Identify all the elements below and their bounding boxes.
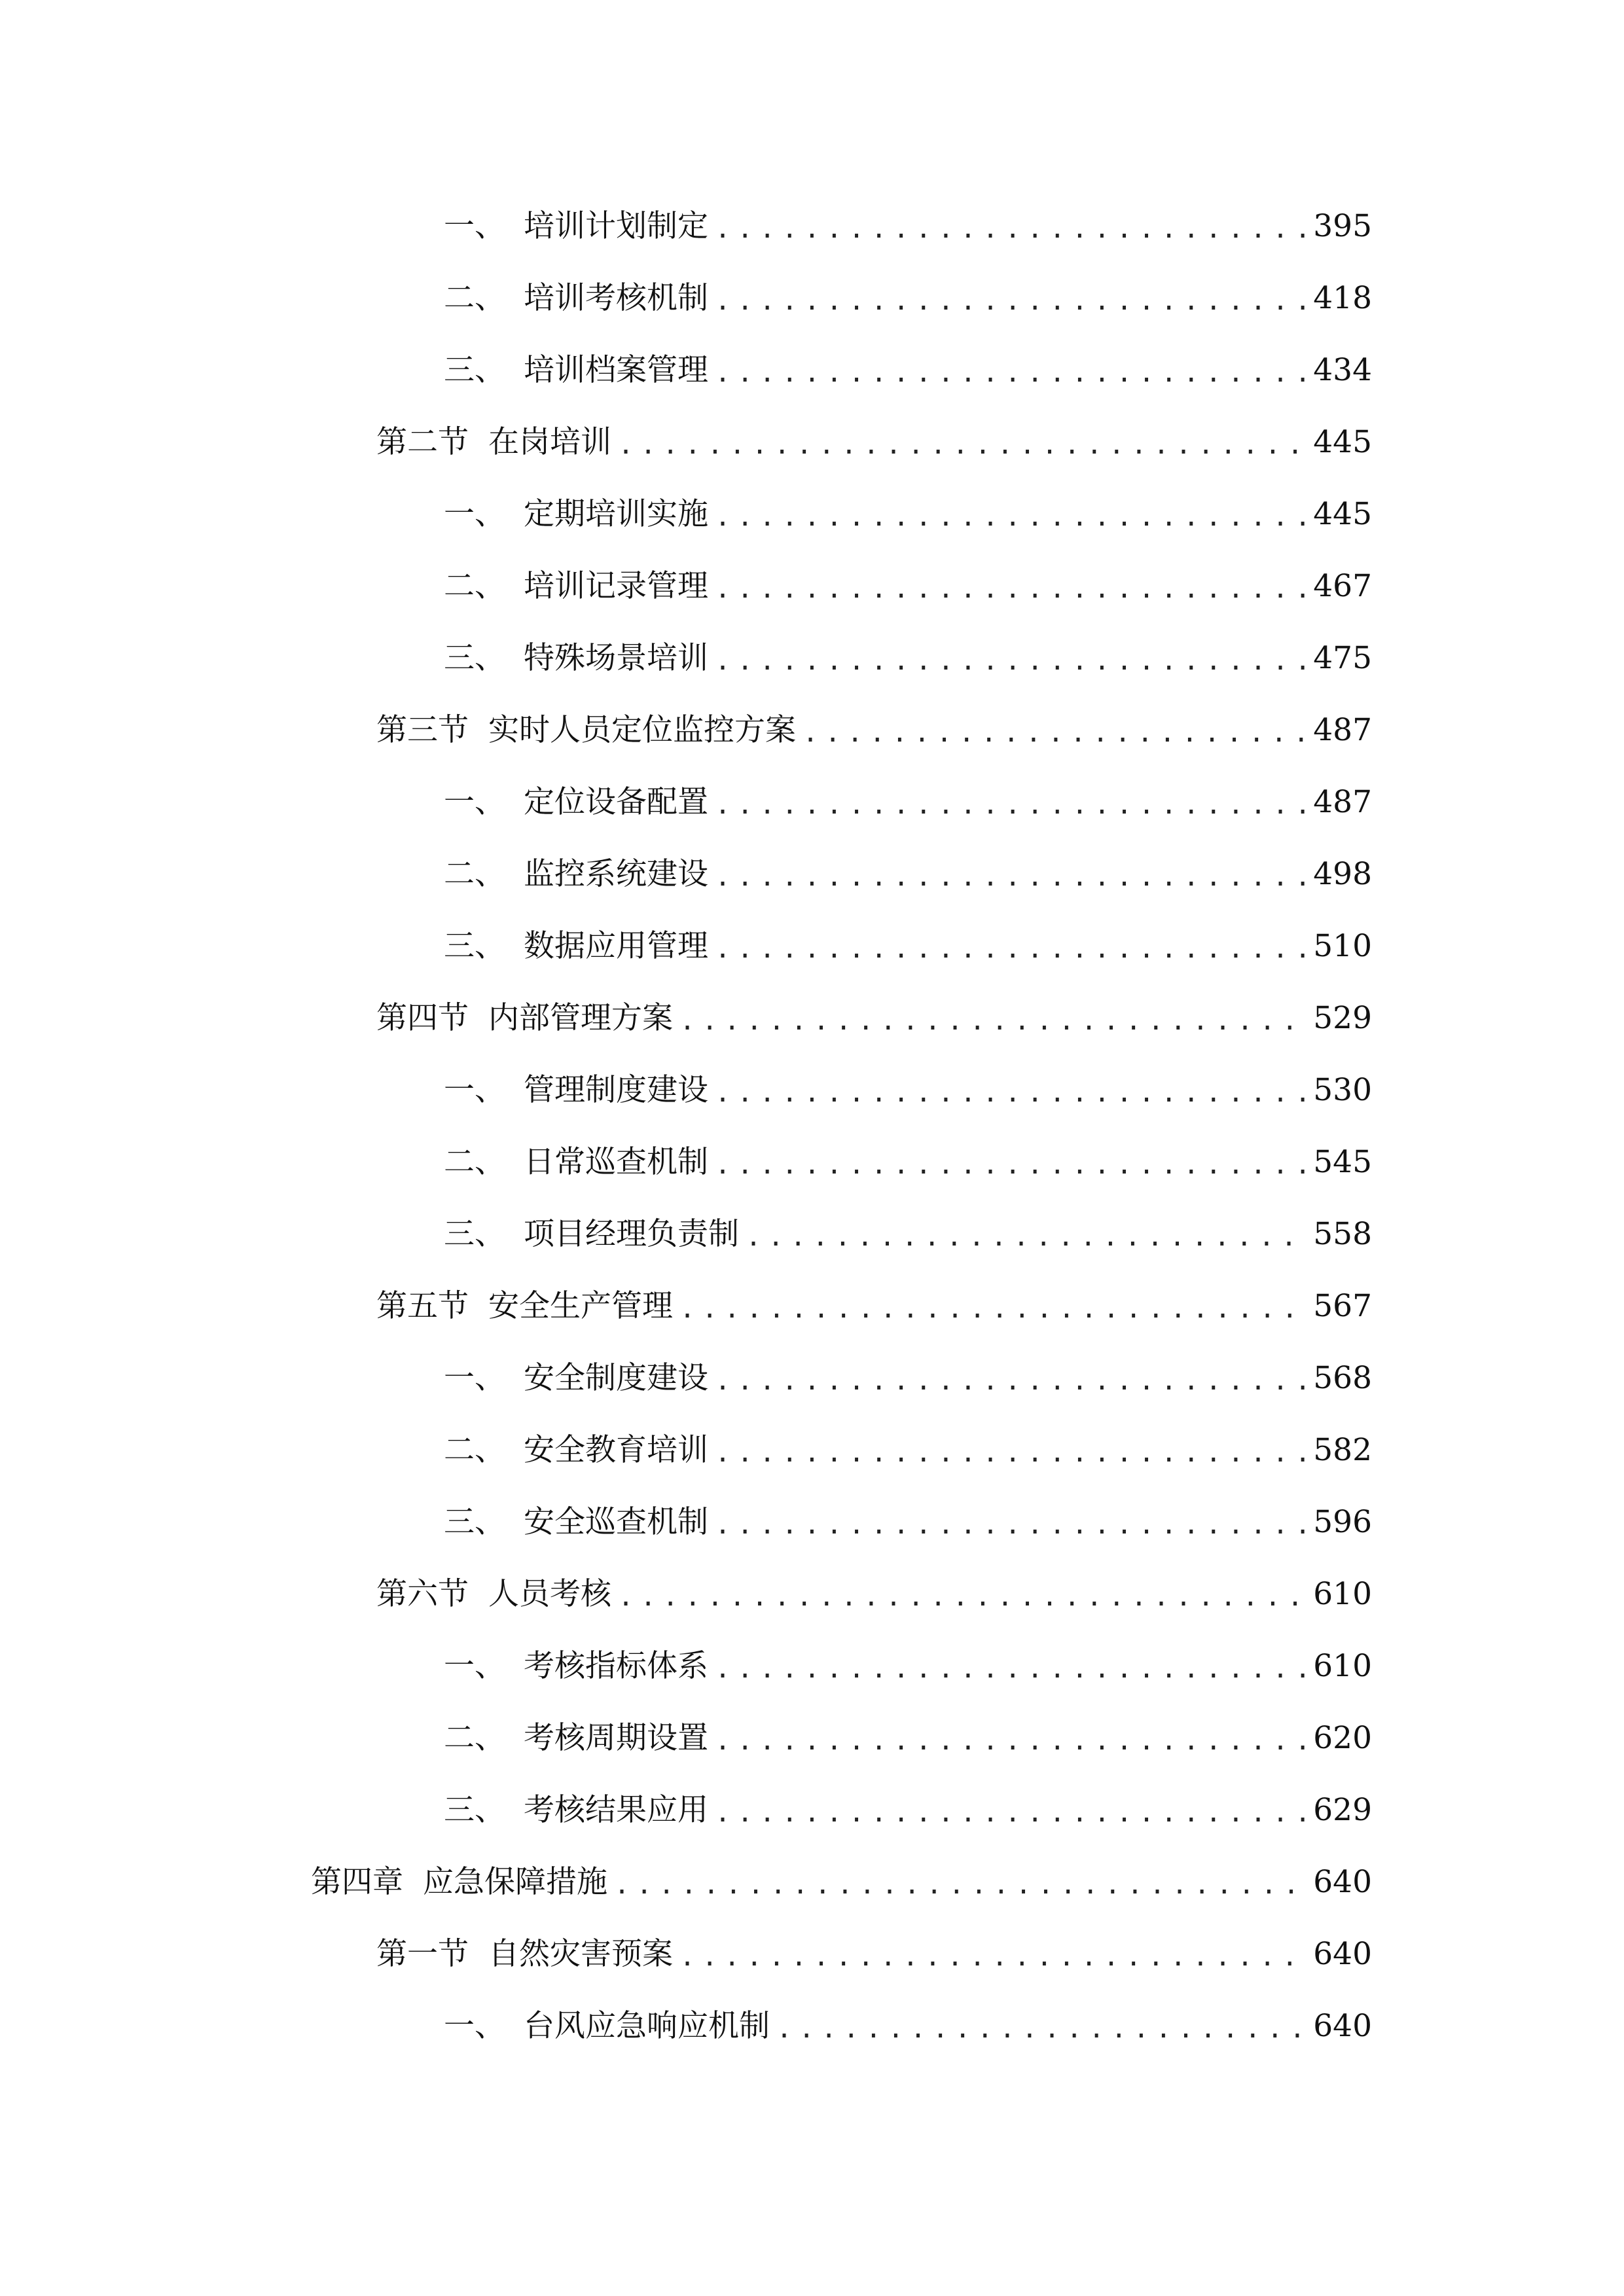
toc-dot-leader xyxy=(746,1211,1308,1263)
toc-entry-title: 管理制度建设 xyxy=(524,1072,708,1108)
toc-entry-title: 考核结果应用 xyxy=(524,1792,708,1828)
toc-entry[interactable] xyxy=(376,992,1372,1045)
toc-entry-title: 定期培训实施 xyxy=(524,496,708,532)
toc-entry-number: 一、 xyxy=(444,2008,505,2044)
toc-dot-leader xyxy=(715,1427,1308,1479)
toc-entry-title: 内部管理方案 xyxy=(488,1000,673,1036)
toc-entry-page: 582 xyxy=(1313,1432,1372,1468)
toc-dot-leader xyxy=(715,851,1308,903)
toc-entry-number: 三、 xyxy=(444,1504,505,1540)
toc-entry-title: 项目经理负责制 xyxy=(524,1216,739,1252)
toc-entry-title: 监控系统建设 xyxy=(524,856,708,892)
toc-entry-page: 558 xyxy=(1313,1216,1372,1252)
toc-dot-leader xyxy=(715,923,1308,975)
toc-entry-number: 三、 xyxy=(444,1216,505,1252)
toc-entry-title: 安全巡查机制 xyxy=(524,1504,708,1540)
toc-entry-number: 第一节 xyxy=(376,1936,469,1972)
toc-entry-number: 三、 xyxy=(444,352,505,388)
toc-entry[interactable] xyxy=(444,1136,1372,1189)
toc-entry[interactable] xyxy=(444,1424,1372,1477)
toc-entry[interactable] xyxy=(376,1928,1372,1981)
toc-entry-page: 545 xyxy=(1313,1144,1372,1180)
toc-entry-page: 395 xyxy=(1313,208,1372,244)
toc-entry-page: 610 xyxy=(1313,1576,1372,1612)
toc-entry-page: 475 xyxy=(1313,640,1372,676)
toc-entry-title: 培训计划制定 xyxy=(524,208,708,244)
toc-dot-leader xyxy=(715,275,1308,327)
toc-entry-page: 640 xyxy=(1313,1936,1372,1972)
toc-entry-number: 一、 xyxy=(444,208,505,244)
toc-entry[interactable] xyxy=(444,776,1372,829)
toc-entry-page: 596 xyxy=(1313,1504,1372,1540)
toc-entry[interactable] xyxy=(444,1640,1372,1693)
toc-entry-title: 安全制度建设 xyxy=(524,1360,708,1396)
toc-entry[interactable] xyxy=(311,1856,1372,1909)
toc-entry-page: 445 xyxy=(1313,496,1372,532)
toc-entry-page: 567 xyxy=(1313,1288,1372,1324)
toc-entry-page: 529 xyxy=(1313,1000,1372,1036)
toc-entry-number: 一、 xyxy=(444,1648,505,1684)
toc-entry[interactable] xyxy=(444,1064,1372,1117)
toc-dot-leader xyxy=(715,1355,1308,1407)
toc-dot-leader xyxy=(618,1571,1308,1623)
toc-entry-number: 第四章 xyxy=(311,1864,403,1900)
toc-entry[interactable] xyxy=(376,704,1372,757)
toc-entry-page: 620 xyxy=(1313,1720,1372,1756)
toc-dot-leader xyxy=(715,203,1308,255)
toc-dot-leader xyxy=(715,563,1308,615)
toc-entry-title: 培训档案管理 xyxy=(524,352,708,388)
toc-entry-title: 在岗培训 xyxy=(488,424,611,460)
toc-dot-leader xyxy=(715,779,1308,831)
toc-dot-leader xyxy=(715,491,1308,543)
toc-dot-leader xyxy=(679,1931,1308,1983)
toc-entry-number: 二、 xyxy=(444,1432,505,1468)
toc-dot-leader xyxy=(715,347,1308,399)
toc-entry-number: 三、 xyxy=(444,1792,505,1828)
toc-entry-number: 三、 xyxy=(444,640,505,676)
toc-entry-number: 一、 xyxy=(444,1360,505,1396)
toc-entry[interactable] xyxy=(376,416,1372,469)
toc-entry-page: 568 xyxy=(1313,1360,1372,1396)
toc-dot-leader xyxy=(803,707,1308,759)
toc-dot-leader xyxy=(715,1139,1308,1191)
toc-entry-number: 第六节 xyxy=(376,1576,469,1612)
toc-entry-title: 实时人员定位监控方案 xyxy=(488,712,796,748)
toc-entry[interactable] xyxy=(444,1712,1372,1765)
toc-dot-leader xyxy=(715,1067,1308,1119)
toc-entry-title: 人员考核 xyxy=(488,1576,611,1612)
toc-entry-number: 第三节 xyxy=(376,712,469,748)
toc-dot-leader xyxy=(614,1859,1308,1911)
toc-entry-page: 530 xyxy=(1313,1072,1372,1108)
toc-entry-number: 二、 xyxy=(444,1144,505,1180)
toc-entry-title: 台风应急响应机制 xyxy=(524,2008,770,2044)
toc-entry-number: 一、 xyxy=(444,784,505,820)
toc-entry-title: 考核周期设置 xyxy=(524,1720,708,1756)
toc-entry[interactable] xyxy=(444,1352,1372,1405)
toc-entry[interactable] xyxy=(444,1784,1372,1837)
toc-entry[interactable] xyxy=(444,200,1372,253)
toc-entry-number: 二、 xyxy=(444,568,505,604)
toc-entry-number: 二、 xyxy=(444,280,505,316)
toc-entry[interactable] xyxy=(444,632,1372,685)
toc-entry-page: 434 xyxy=(1313,352,1372,388)
toc-entry-number: 一、 xyxy=(444,1072,505,1108)
toc-entry-title: 培训记录管理 xyxy=(524,568,708,604)
toc-entry-page: 467 xyxy=(1313,568,1372,604)
toc-entry-number: 二、 xyxy=(444,856,505,892)
toc-entry[interactable] xyxy=(444,1496,1372,1549)
toc-entry-page: 445 xyxy=(1313,424,1372,460)
toc-entry[interactable] xyxy=(444,272,1372,325)
toc-dot-leader xyxy=(715,1499,1308,1551)
toc-entry-page: 510 xyxy=(1313,928,1372,964)
toc-entry-page: 498 xyxy=(1313,856,1372,892)
toc-entry[interactable] xyxy=(444,560,1372,613)
toc-entry-page: 629 xyxy=(1313,1792,1372,1828)
toc-entry-number: 一、 xyxy=(444,496,505,532)
toc-entry[interactable] xyxy=(444,2000,1372,2053)
toc-entry-title: 数据应用管理 xyxy=(524,928,708,964)
toc-entry-number: 第四节 xyxy=(376,1000,469,1036)
toc-entry-number: 三、 xyxy=(444,928,505,964)
toc-entry-number: 二、 xyxy=(444,1720,505,1756)
toc-entry-title: 考核指标体系 xyxy=(524,1648,708,1684)
toc-entry-title: 特殊场景培训 xyxy=(524,640,708,676)
toc-entry-title: 自然灾害预案 xyxy=(488,1936,673,1972)
toc-entry-number: 第二节 xyxy=(376,424,469,460)
toc-entry[interactable] xyxy=(376,1568,1372,1621)
toc-entry-page: 487 xyxy=(1313,784,1372,820)
toc-entry[interactable] xyxy=(444,1208,1372,1261)
toc-dot-leader xyxy=(618,419,1308,471)
toc-entry-page: 418 xyxy=(1313,280,1372,316)
toc-entry-page: 640 xyxy=(1313,1864,1372,1900)
toc-dot-leader xyxy=(715,1643,1308,1695)
toc-entry-title: 日常巡查机制 xyxy=(524,1144,708,1180)
toc-entry-title: 定位设备配置 xyxy=(524,784,708,820)
toc-dot-leader xyxy=(679,1283,1308,1335)
toc-entry[interactable] xyxy=(376,1280,1372,1333)
toc-dot-leader xyxy=(715,635,1308,687)
toc-dot-leader xyxy=(679,995,1308,1047)
toc-dot-leader xyxy=(715,1715,1308,1767)
toc-dot-leader xyxy=(776,2003,1308,2055)
toc-entry-title: 安全教育培训 xyxy=(524,1432,708,1468)
toc-entry-title: 培训考核机制 xyxy=(524,280,708,316)
toc-dot-leader xyxy=(715,1787,1308,1839)
toc-entry-page: 487 xyxy=(1313,712,1372,748)
toc-entry-title: 应急保障措施 xyxy=(423,1864,607,1900)
toc-entry[interactable] xyxy=(444,344,1372,397)
toc-entry-number: 第五节 xyxy=(376,1288,469,1324)
toc-entry[interactable] xyxy=(444,848,1372,901)
toc-entry-title: 安全生产管理 xyxy=(488,1288,673,1324)
toc-entry[interactable] xyxy=(444,488,1372,541)
toc-entry-page: 640 xyxy=(1313,2008,1372,2044)
toc-entry[interactable] xyxy=(444,920,1372,973)
toc-entry-page: 610 xyxy=(1313,1648,1372,1684)
